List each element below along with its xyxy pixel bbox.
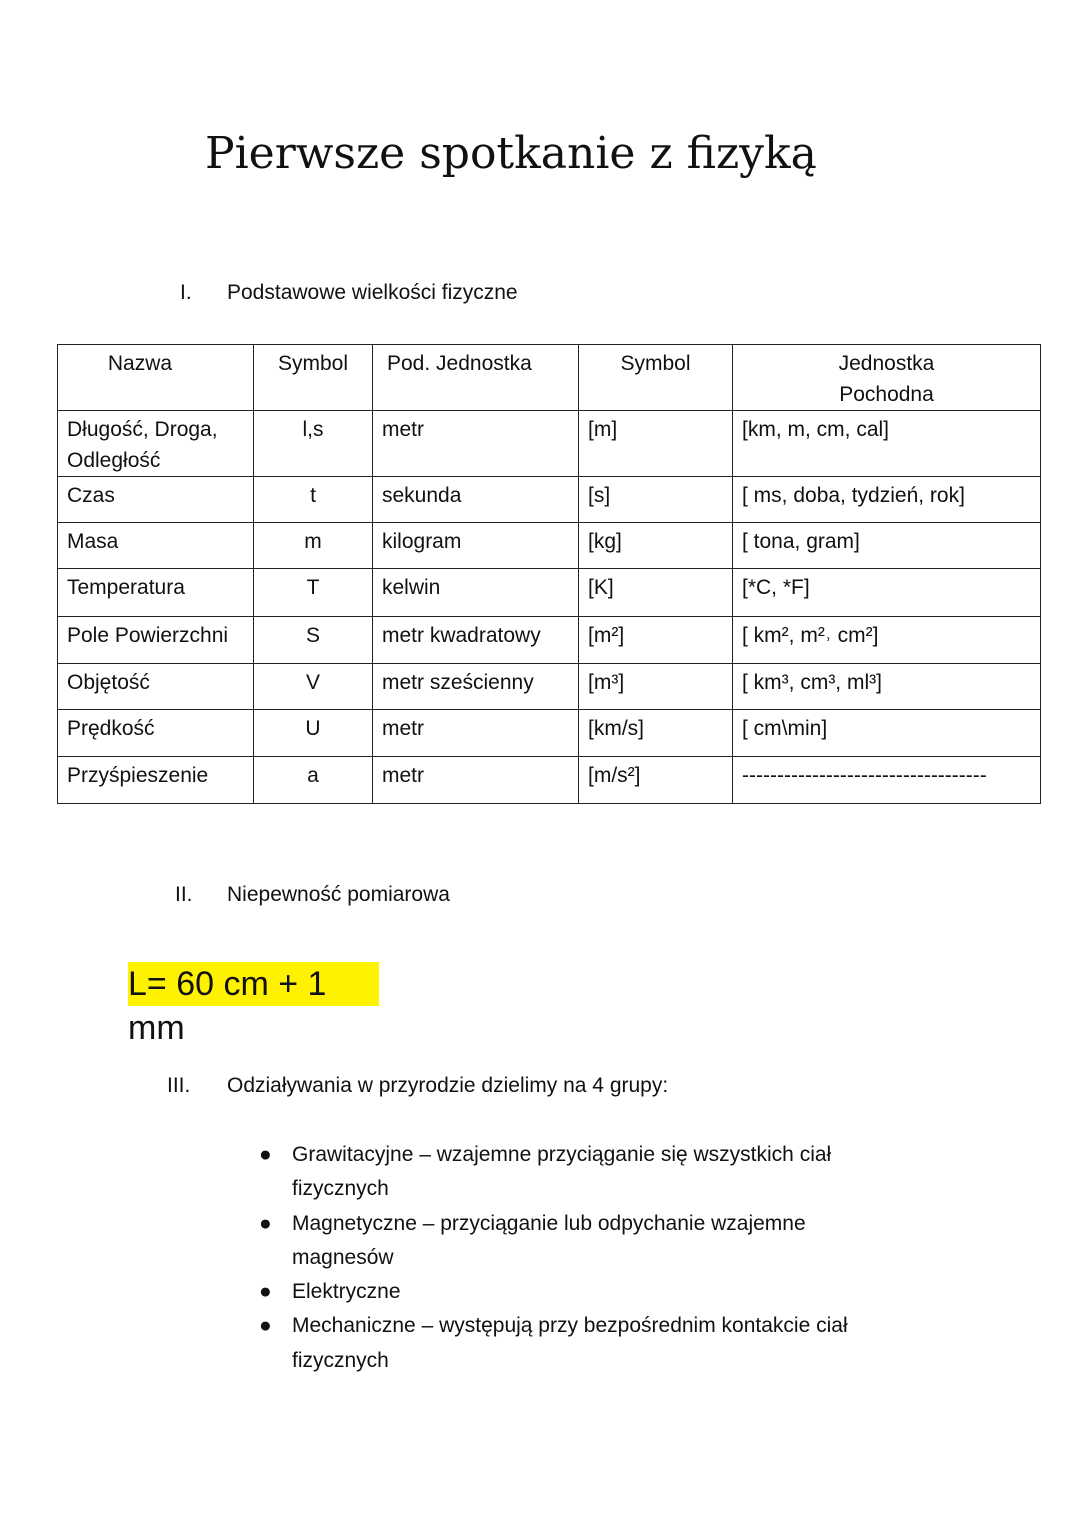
- table-row: [58, 617, 1041, 664]
- table-cell: [ cm\min]: [733, 710, 1041, 757]
- table-cell: t: [254, 477, 373, 523]
- table-row: [58, 523, 1041, 569]
- list-item: [255, 1275, 905, 1309]
- table-cell: -----------------------------------: [733, 757, 1041, 804]
- table-cell: Temperatura: [58, 569, 254, 617]
- table-cell: [ tona, gram]: [733, 523, 1041, 569]
- table-cell: U: [254, 710, 373, 757]
- table-cell: kilogram: [373, 523, 579, 569]
- table-cell: [s]: [579, 477, 733, 523]
- section-label: Niepewność pomiarowa: [227, 883, 450, 906]
- table-cell: [K]: [579, 569, 733, 617]
- table-cell: S: [254, 617, 373, 664]
- table-header-row: [58, 345, 1041, 411]
- table-cell: [ km³, cm³, ml³]: [733, 664, 1041, 710]
- table-cell: Długość, Droga, Odległość: [58, 411, 254, 477]
- table-row: [58, 710, 1041, 757]
- list-item: [255, 1138, 905, 1207]
- table-cell: Przyśpieszenie: [58, 757, 254, 804]
- table-cell: [m²]: [579, 617, 733, 664]
- section-number: III.: [167, 1074, 191, 1097]
- table-row: [58, 664, 1041, 710]
- header-cell: Pod. Jednostka: [373, 345, 579, 411]
- header-cell: Jednostka Pochodna: [733, 345, 1041, 411]
- list-item-text: Magnetyczne – przyciąganie lub odpychanie wzajemne magnesów: [292, 1211, 806, 1269]
- table-cell: T: [254, 569, 373, 617]
- header-cell: Nazwa: [58, 345, 254, 411]
- table-cell: kelwin: [373, 569, 579, 617]
- table-cell: [m/s²]: [579, 757, 733, 804]
- table-cell: Pole Powierzchni: [58, 617, 254, 664]
- table-cell: Objętość: [58, 664, 254, 710]
- table-cell: metr: [373, 411, 579, 477]
- table-row: [58, 569, 1041, 617]
- table-cell: Czas: [58, 477, 254, 523]
- section-label: Odziaływania w przyrodzie dzielimy na 4 grupy:: [227, 1074, 669, 1097]
- bullet-icon: ●: [259, 1314, 272, 1338]
- section-number: I.: [180, 281, 192, 304]
- page-title: Pierwsze spotkanie z fizyką: [205, 128, 817, 179]
- table-cell: [ ms, doba, tydzień, rok]: [733, 477, 1041, 523]
- table-cell: metr: [373, 757, 579, 804]
- list-item-text: Elektryczne: [292, 1280, 401, 1304]
- table-cell: [km, m, cm, cal]: [733, 411, 1041, 477]
- table-cell: [m³]: [579, 664, 733, 710]
- table-cell: [*C, *F]: [733, 569, 1041, 617]
- table-row: [58, 411, 1041, 477]
- list-item: [255, 1309, 905, 1378]
- section-label: Podstawowe wielkości fizyczne: [227, 281, 518, 304]
- table-cell: [kg]: [579, 523, 733, 569]
- table-cell: metr sześcienny: [373, 664, 579, 710]
- bullet-icon: ●: [259, 1211, 272, 1235]
- table-cell: metr: [373, 710, 579, 757]
- table-cell: l,s: [254, 411, 373, 477]
- highlighted-measurement: L= 60 cm + 1 mm: [128, 962, 379, 1006]
- bullet-icon: ●: [259, 1143, 272, 1166]
- section-number: II.: [175, 883, 193, 906]
- quantities-table: [57, 344, 1041, 804]
- table-cell: V: [254, 664, 373, 710]
- table-cell: [m]: [579, 411, 733, 477]
- list-item: [255, 1207, 905, 1276]
- table-cell: a: [254, 757, 373, 804]
- interactions-list: [255, 1138, 905, 1378]
- list-item-text: Grawitacyjne – wzajemne przyciąganie się wszystkich ciał fizycznych: [292, 1143, 832, 1201]
- table-cell: metr kwadratowy: [373, 617, 579, 664]
- table-cell: m: [254, 523, 373, 569]
- table-cell: sekunda: [373, 477, 579, 523]
- table-cell: [km/s]: [579, 710, 733, 757]
- header-cell: Symbol: [579, 345, 733, 411]
- table-cell: Prędkość: [58, 710, 254, 757]
- header-cell: Symbol: [254, 345, 373, 411]
- table-cell: Masa: [58, 523, 254, 569]
- list-item-text: Mechaniczne – występują przy bezpośrednim kontakcie ciał fizycznych: [292, 1314, 848, 1372]
- table-row: [58, 757, 1041, 804]
- bullet-icon: ●: [259, 1280, 272, 1304]
- table-cell: [ km², m²˒ cm²]: [733, 617, 1041, 664]
- table-row: [58, 477, 1041, 523]
